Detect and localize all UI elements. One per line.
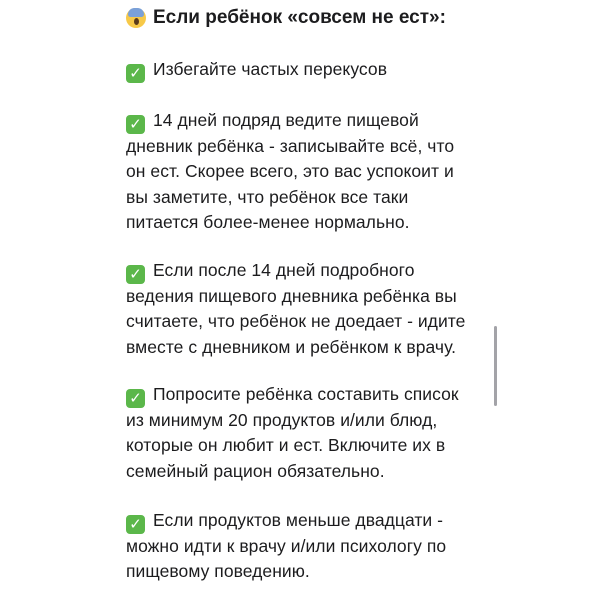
check-mark-icon: ✓ [126, 115, 145, 134]
item-line: считаете, что ребёнок не доедает - идите [126, 311, 466, 332]
list-item [126, 57, 387, 83]
scream-emoji-icon [126, 8, 146, 28]
item-line: вместе с дневником и ребёнком к врачу. [126, 336, 457, 357]
item-line: пищевому поведению. [126, 561, 310, 582]
item-line: которые он любит и ест. Включите их в [126, 435, 446, 456]
item-line: ведения пищевого дневника ребёнка вы [126, 286, 457, 306]
check-mark-icon: ✓ [126, 515, 145, 534]
item-line: ✓ Попросите ребёнка составить список [126, 382, 459, 408]
item-line: вы заметите, что ребёнок все таки [126, 186, 409, 207]
item-line: он ест. Скорее всего, это вас успокоит и [126, 161, 454, 182]
item-line: ✓ Если после 14 дней подробного [126, 258, 465, 284]
check-mark-icon: ✓ [126, 265, 145, 284]
list-item [126, 508, 446, 585]
list-item [126, 382, 459, 484]
check-mark-icon: ✓ [126, 64, 145, 83]
list-item [126, 258, 465, 360]
note-title [126, 5, 446, 31]
item-line: дневник ребёнка - записывайте всё, что [126, 136, 455, 156]
item-line: ✓ Избегайте частых перекусов [126, 57, 387, 83]
item-line: питается более-менее нормально. [126, 212, 410, 233]
list-item [126, 108, 454, 236]
item-line: ✓ 14 дней подряд ведите пищевой [126, 108, 454, 134]
item-line: семейный рацион обязательно. [126, 460, 385, 481]
item-line: ✓ Если продуктов меньше двадцати - [126, 508, 446, 534]
vertical-scrollbar[interactable] [494, 326, 497, 406]
item-line: из минимум 20 продуктов и/или блюд, [126, 410, 438, 430]
note-title-text: Если ребёнок «совсем не ест»: [153, 7, 446, 28]
check-mark-icon: ✓ [126, 389, 145, 408]
item-line: можно идти к врачу и/или психологу по [126, 536, 447, 556]
